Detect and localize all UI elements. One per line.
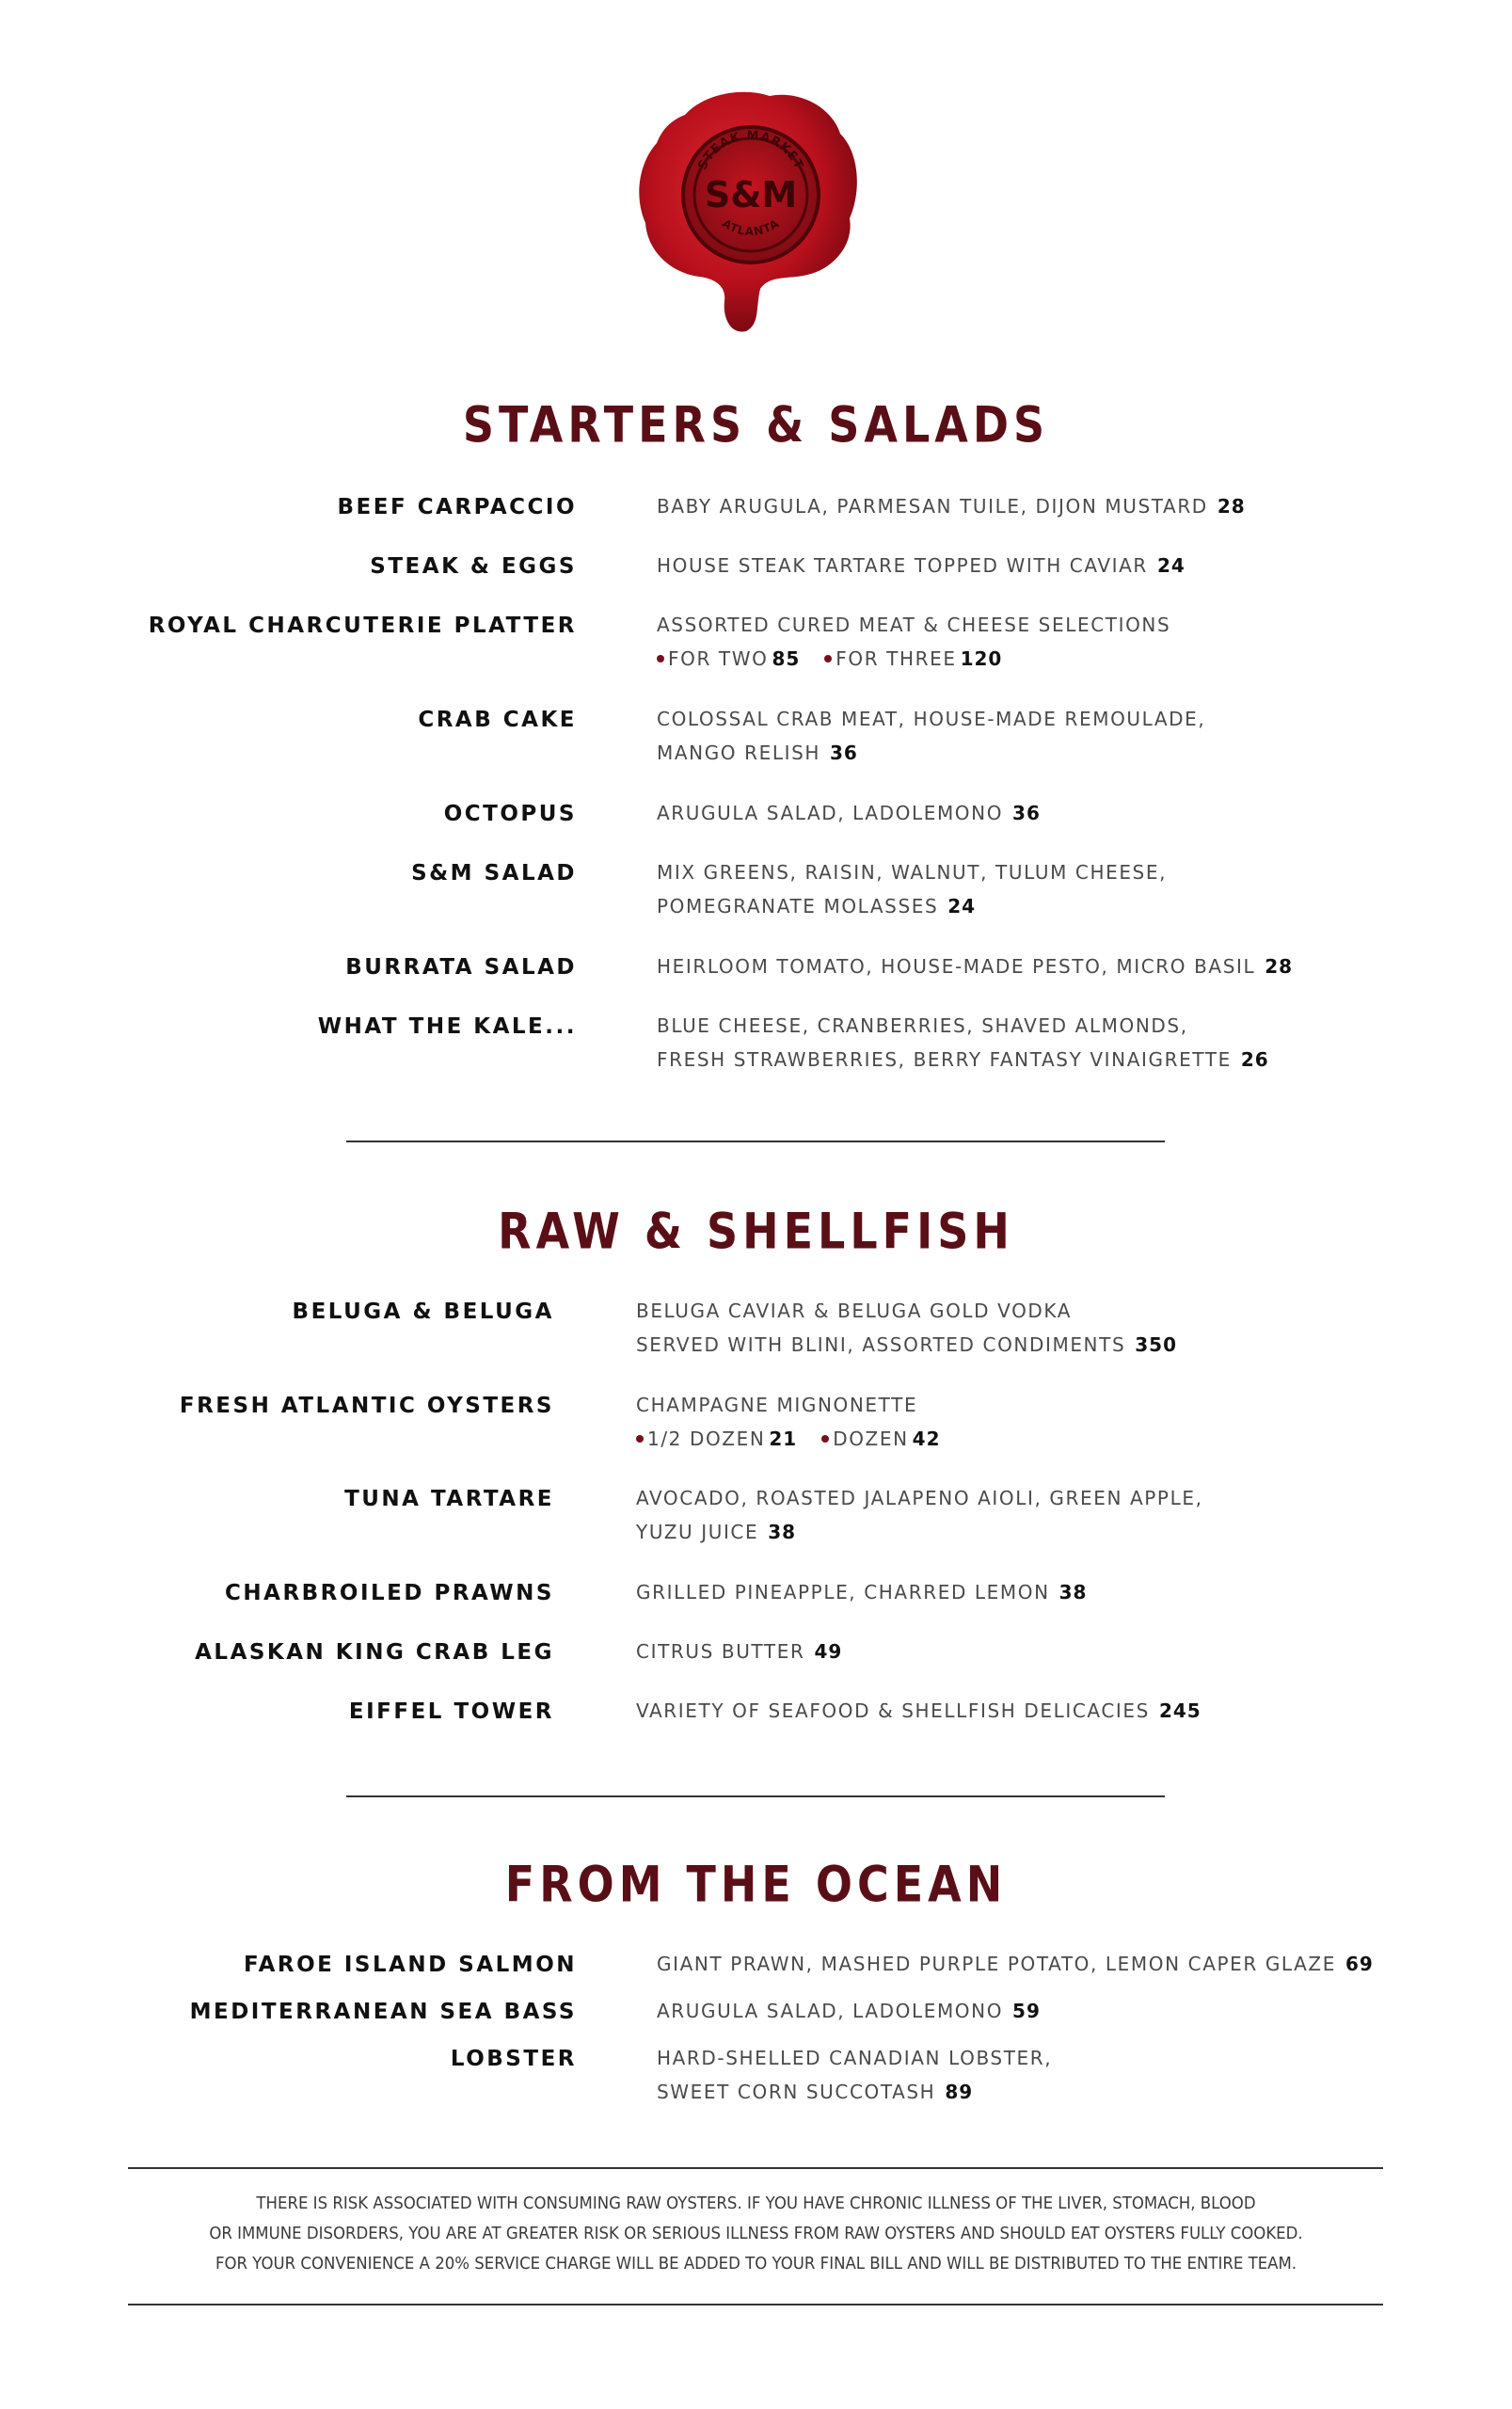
item-options: 1/2 DOZEN 21 DOZEN 42 <box>636 1422 958 1456</box>
item-desc: CHAMPAGNE MIGNONETTE 1/2 DOZEN 21 DOZEN 42 <box>636 1388 958 1456</box>
disclaimer-line: OR IMMUNE DISORDERS, YOU ARE AT GREATER RISK OR SERIOUS ILLNESS FROM RAW OYSTERS AND SHOULD EAT OYSTERS FULLY COOKED. <box>209 2224 1303 2243</box>
item-desc: GIANT PRAWN, MASHED PURPLE POTATO, LEMON CAPER GLAZE 69 <box>657 1953 1374 1975</box>
disclaimer-top-rule <box>128 2167 1383 2169</box>
item-desc: BELUGA CAVIAR & BELUGA GOLD VODKA SERVED WITH BLINI, ASSORTED CONDIMENTS 350 <box>636 1300 1177 1356</box>
item-price: 59 <box>1012 2000 1041 2022</box>
item-name: CHARBROILED PRAWNS <box>225 1581 554 1605</box>
item-name: BURRATA SALAD <box>345 955 577 980</box>
item-name: LOBSTER <box>450 2047 577 2071</box>
section-title-raw: RAW & SHELLFISH <box>498 1201 1014 1261</box>
item-name: OCTOPUS <box>443 802 577 826</box>
item-name: WHAT THE KALE... <box>317 1014 577 1039</box>
item-name: ALASKAN KING CRAB LEG <box>195 1640 554 1665</box>
item-price: 49 <box>814 1640 843 1663</box>
bullet-dot <box>824 655 832 662</box>
item-price: 245 <box>1158 1699 1202 1722</box>
item-name: FAROE ISLAND SALMON <box>244 1953 577 1977</box>
section-title-starters: STARTERS & SALADS <box>462 394 1050 455</box>
logo-monogram: S&M <box>704 174 798 215</box>
item-desc: HEIRLOOM TOMATO, HOUSE-MADE PESTO, MICRO BASIL 28 <box>657 955 1294 978</box>
item-desc: ARUGULA SALAD, LADOLEMONO 36 <box>657 802 1041 824</box>
item-name: EIFFEL TOWER <box>348 1699 554 1724</box>
item-desc: ASSORTED CURED MEAT & CHEESE SELECTIONS FOR TWO 85 FOR THREE 120 <box>657 608 1170 676</box>
item-desc: MIX GREENS, RAISIN, WALNUT, TULUM CHEESE, POMEGRANATE MOLASSES 24 <box>657 861 1168 917</box>
item-price: 36 <box>1012 802 1041 824</box>
bullet-dot <box>821 1435 829 1443</box>
item-price: 89 <box>945 2081 974 2103</box>
disclaimer-bottom-rule <box>128 2304 1383 2305</box>
item-name: BEEF CARPACCIO <box>337 495 577 519</box>
disclaimer <box>60 2189 1451 2279</box>
section-divider <box>346 1795 1165 1797</box>
item-desc: AVOCADO, ROASTED JALAPENO AIOLI, GREEN APPLE, YUZU JUICE 38 <box>636 1487 1203 1543</box>
logo-text-bottom: ATLANTA <box>720 216 782 239</box>
section-title-ocean: FROM THE OCEAN <box>504 1854 1008 1914</box>
disclaimer-line: THERE IS RISK ASSOCIATED WITH CONSUMING RAW OYSTERS. IF YOU HAVE CHRONIC ILLNESS OF THE LIVER, STOMACH, BLOOD <box>256 2194 1256 2213</box>
item-name: CRAB CAKE <box>418 708 577 732</box>
item-desc: ARUGULA SALAD, LADOLEMONO 59 <box>657 2000 1041 2022</box>
item-price: 26 <box>1240 1048 1269 1071</box>
item-desc: COLOSSAL CRAB MEAT, HOUSE-MADE REMOULADE, MANGO RELISH 36 <box>657 708 1206 764</box>
item-name: TUNA TARTARE <box>344 1487 554 1511</box>
item-desc: BLUE CHEESE, CRANBERRIES, SHAVED ALMONDS, FRESH STRAWBERRIES, BERRY FANTASY VINAIGRETTE 26 <box>657 1014 1269 1071</box>
logo-text-top: STEAK MARKET <box>695 128 806 172</box>
item-name: BELUGA & BELUGA <box>292 1300 554 1324</box>
item-desc: VARIETY OF SEAFOOD & SHELLFISH DELICACIES 245 <box>636 1699 1202 1722</box>
item-name: STEAK & EGGS <box>370 554 577 579</box>
section-divider <box>346 1141 1165 1142</box>
item-price: 69 <box>1345 1953 1374 1975</box>
item-price: 28 <box>1265 955 1294 978</box>
bullet-dot <box>636 1435 644 1443</box>
bullet-dot <box>657 655 664 662</box>
item-desc: HARD-SHELLED CANADIAN LOBSTER, SWEET CORN SUCCOTASH 89 <box>657 2047 1053 2103</box>
item-price: 350 <box>1135 1333 1177 1356</box>
item-price: 38 <box>1058 1581 1088 1603</box>
item-price: 28 <box>1217 495 1246 518</box>
item-name: FRESH ATLANTIC OYSTERS <box>179 1394 554 1418</box>
disclaimer-line: FOR YOUR CONVENIENCE A 20% SERVICE CHARGE WILL BE ADDED TO YOUR FINAL BILL AND WILL BE DISTRIBUTED TO THE ENTIRE TEAM. <box>215 2254 1297 2273</box>
item-desc: HOUSE STEAK TARTARE TOPPED WITH CAVIAR 24 <box>657 554 1186 577</box>
item-name: MEDITERRANEAN SEA BASS <box>189 2000 577 2024</box>
item-desc: GRILLED PINEAPPLE, CHARRED LEMON 38 <box>636 1581 1088 1603</box>
item-name: S&M SALAD <box>411 861 577 885</box>
wax-seal-logo <box>629 77 873 341</box>
item-price: 36 <box>830 742 858 764</box>
item-price: 38 <box>768 1521 797 1543</box>
item-price: 24 <box>947 895 977 917</box>
item-options: FOR TWO 85 FOR THREE 120 <box>657 642 1170 676</box>
item-desc: CITRUS BUTTER 49 <box>636 1640 843 1663</box>
item-desc: BABY ARUGULA, PARMESAN TUILE, DIJON MUSTARD 28 <box>657 495 1246 518</box>
item-price: 24 <box>1156 554 1186 577</box>
item-name: ROYAL CHARCUTERIE PLATTER <box>148 614 577 638</box>
